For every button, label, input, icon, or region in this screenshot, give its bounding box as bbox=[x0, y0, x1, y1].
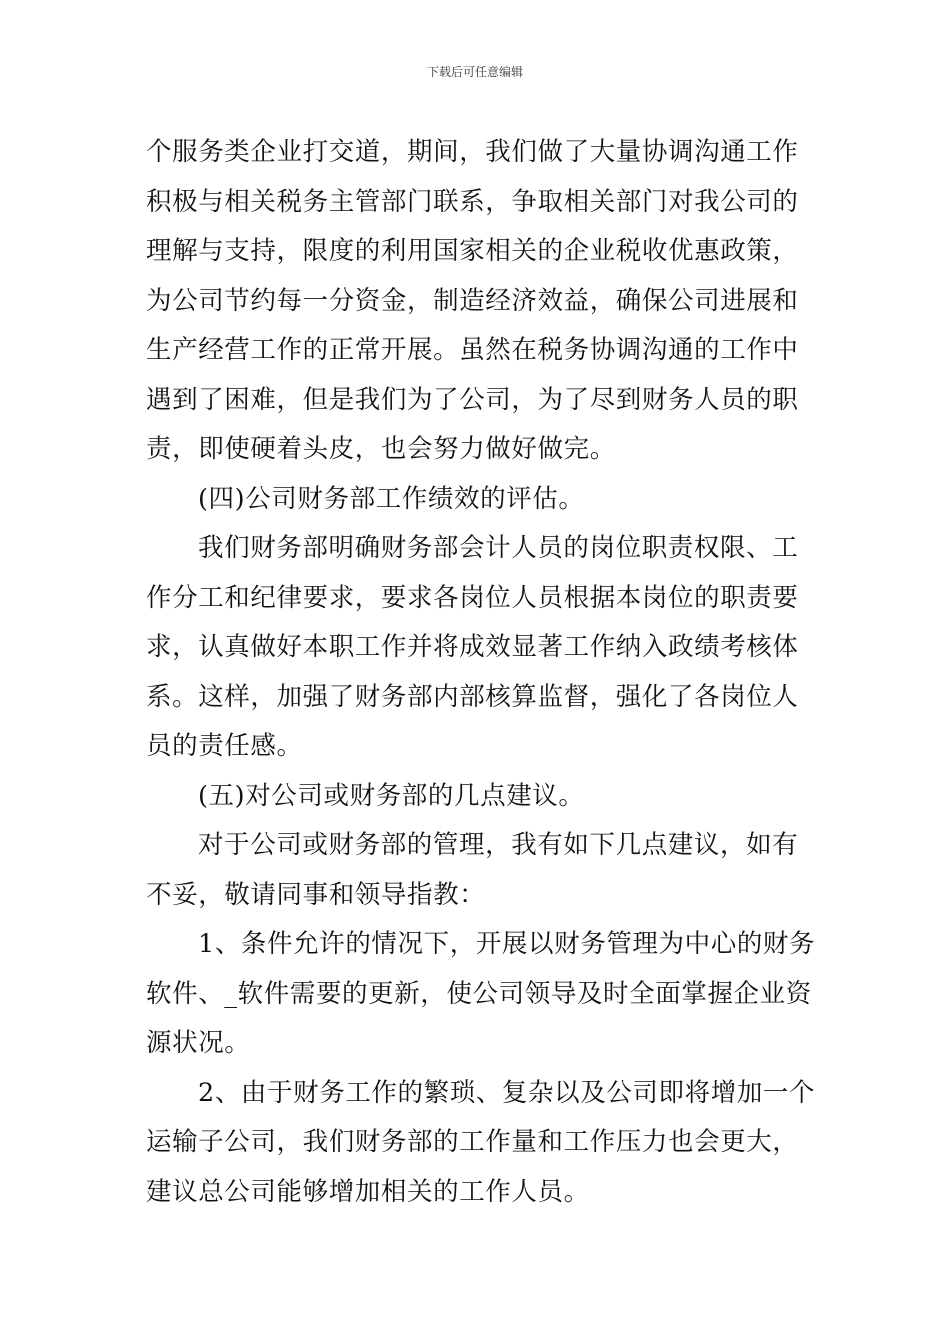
text-line: 遇到了困难，但是我们为了公司，为了尽到财务人员的职 bbox=[146, 384, 799, 415]
text-line: 我们财务部明确财务部会计人员的岗位职责权限、工 bbox=[198, 533, 799, 563]
text-line: 生产经营工作的正常开展。虽然在税务协调沟通的工作中 bbox=[146, 335, 799, 365]
text-line: 建议总公司能够增加相关的工作人员。 bbox=[146, 1176, 590, 1207]
page-header: 下载后可任意编辑 bbox=[426, 65, 523, 79]
paragraph bbox=[146, 821, 816, 920]
text-line: 理解与支持，限度的利用国家相关的企业税收优惠政策， bbox=[146, 236, 799, 266]
list-item bbox=[146, 920, 816, 1069]
section-heading bbox=[146, 772, 816, 822]
paragraph bbox=[146, 524, 816, 772]
text-line: 2、由于财务工作的繁琐、复杂以及公司即将增加一个 bbox=[198, 1077, 816, 1108]
text-line: 求，认真做好本职工作并将成效显著工作纳入政绩考核体 bbox=[146, 632, 799, 662]
text-line: 系。这样，加强了财务部内部核算监督，强化了各岗位人 bbox=[146, 681, 799, 712]
document-body bbox=[146, 128, 816, 1217]
list-item bbox=[146, 1069, 816, 1218]
section-heading bbox=[146, 475, 816, 525]
text-line: 个服务类企业打交道，期间，我们做了大量协调沟通工作 bbox=[146, 137, 799, 167]
text-line: (四)公司财务部工作绩效的评估。 bbox=[198, 483, 585, 514]
text-line: 作分工和纪律要求，要求各岗位人员根据本岗位的职责要 bbox=[146, 582, 799, 613]
text-line: 运输子公司，我们财务部的工作量和工作压力也会更大， bbox=[146, 1127, 799, 1157]
text-line: 员的责任感。 bbox=[146, 731, 303, 761]
text-line: 责，即使硬着头皮，也会努力做好做完。 bbox=[146, 434, 616, 464]
text-line: (五)对公司或财务部的几点建议。 bbox=[198, 780, 585, 811]
text-line: 积极与相关税务主管部门联系，争取相关部门对我公司的 bbox=[146, 186, 799, 217]
text-line: 1、条件允许的情况下，开展以财务管理为中心的财务 bbox=[198, 929, 816, 959]
text-line: 对于公司或财务部的管理，我有如下几点建议，如有 bbox=[198, 830, 799, 860]
text-line: 源状况。 bbox=[146, 1028, 251, 1058]
text-line: 软件、_软件需要的更新，使公司领导及时全面掌握企业资 bbox=[146, 978, 812, 1009]
text-line: 不妥，敬请同事和领导指教： bbox=[146, 879, 486, 910]
text-line: 为公司节约每一分资金，制造经济效益，确保公司进展和 bbox=[146, 285, 799, 316]
paragraph bbox=[146, 128, 816, 475]
